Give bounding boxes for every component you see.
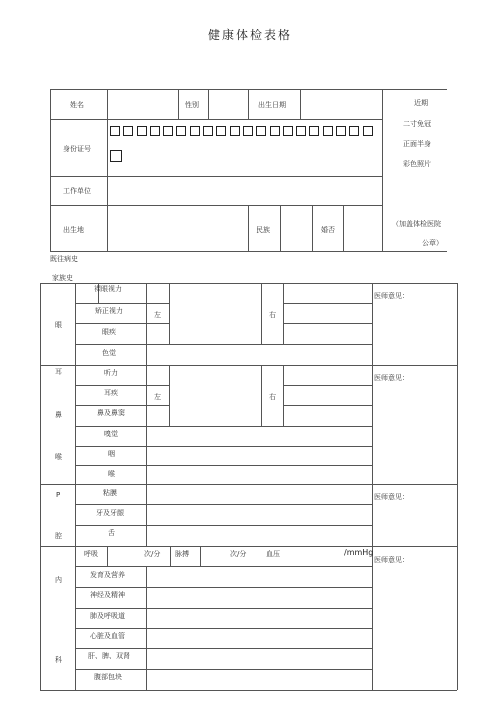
pulse-label: 脉搏	[175, 550, 189, 558]
internal-section-ke: 科	[55, 656, 62, 664]
internal-item-lung: 肺及呼吸道	[90, 612, 125, 620]
ent-item-smell: 嗅觉	[104, 430, 118, 438]
ent-item-pharynx: 咽	[108, 450, 115, 458]
ethnicity-label: 民族	[256, 226, 270, 234]
ent-section-nose: 鼻	[55, 411, 62, 419]
oral-section-cavity: 腔	[55, 532, 62, 540]
eye-item-eye-disease: 眼疾	[102, 328, 116, 336]
id-number-boxes[interactable]	[110, 126, 380, 136]
photo-text-3: 正面半身	[403, 140, 431, 148]
oral-section-p: P	[56, 491, 61, 499]
ent-right-label: 右	[269, 393, 276, 401]
past-history-label: 既往病史	[50, 255, 78, 263]
eye-left-label: 左	[154, 311, 161, 319]
breath-unit: 次/分	[144, 550, 161, 558]
work-unit-label: 工作单位	[63, 187, 91, 195]
eye-right-label: 右	[269, 311, 276, 319]
ent-doctor-opinion: 医师意见：	[374, 374, 409, 382]
bp-label: 血压	[266, 550, 280, 558]
stamp-text-1: （加盖体检医院	[392, 220, 441, 228]
eye-item-color-vision: 色觉	[102, 349, 116, 357]
ent-item-larynx: 喉	[108, 470, 115, 478]
ent-item-nose: 鼻及鼻窦	[97, 409, 125, 417]
family-history-label: 家族史	[52, 274, 73, 282]
internal-section-nei: 内	[55, 576, 62, 584]
birth-date-label: 出生日期	[258, 101, 286, 109]
sex-label: 性别	[185, 101, 199, 109]
eye-item-corrected-vision: 矫正视力	[95, 307, 123, 315]
stamp-text-2: 公章）	[422, 239, 443, 247]
photo-text-1: 近期	[414, 99, 428, 107]
eye-item-naked-vision: 裸眼视力	[94, 285, 122, 293]
id-number-label: 身份证号	[63, 145, 91, 153]
internal-item-development: 发育及营养	[90, 571, 125, 579]
form-title: 健康体检表格	[207, 28, 292, 42]
photo-text-4: 彩色照片	[403, 160, 431, 168]
pulse-unit: 次/分	[230, 550, 247, 558]
internal-item-heart: 心脏及血管	[90, 632, 125, 640]
eye-section-label: 眼	[55, 321, 62, 329]
oral-doctor-opinion: 医师意见：	[374, 493, 409, 501]
internal-doctor-opinion: 医师意见：	[374, 556, 409, 564]
ent-item-ear-disease: 耳疾	[104, 389, 118, 397]
name-label: 姓名	[70, 101, 84, 109]
id-number-last-box[interactable]	[110, 150, 122, 162]
ent-item-hearing: 听力	[104, 369, 118, 377]
ent-left-label: 左	[154, 393, 161, 401]
marital-label: 婚否	[321, 226, 335, 234]
oral-item-tongue: 舌	[108, 529, 115, 537]
ent-section-ear: 耳	[55, 368, 62, 376]
oral-item-mucosa: 粘膜	[103, 489, 117, 497]
photo-text-2: 二寸免冠	[403, 120, 431, 128]
internal-item-abdomen: 腹部包块	[94, 673, 122, 681]
bp-unit: /mmHg	[344, 548, 374, 557]
birthplace-label: 出生地	[63, 226, 84, 234]
oral-item-teeth: 牙及牙龈	[96, 509, 124, 517]
eye-doctor-opinion: 医师意见：	[374, 292, 409, 300]
breath-label: 呼吸	[84, 550, 98, 558]
internal-item-liver: 肝、脾、双肾	[88, 652, 130, 660]
ent-section-throat: 喉	[55, 453, 62, 461]
internal-item-nerve: 神经及精神	[90, 591, 125, 599]
